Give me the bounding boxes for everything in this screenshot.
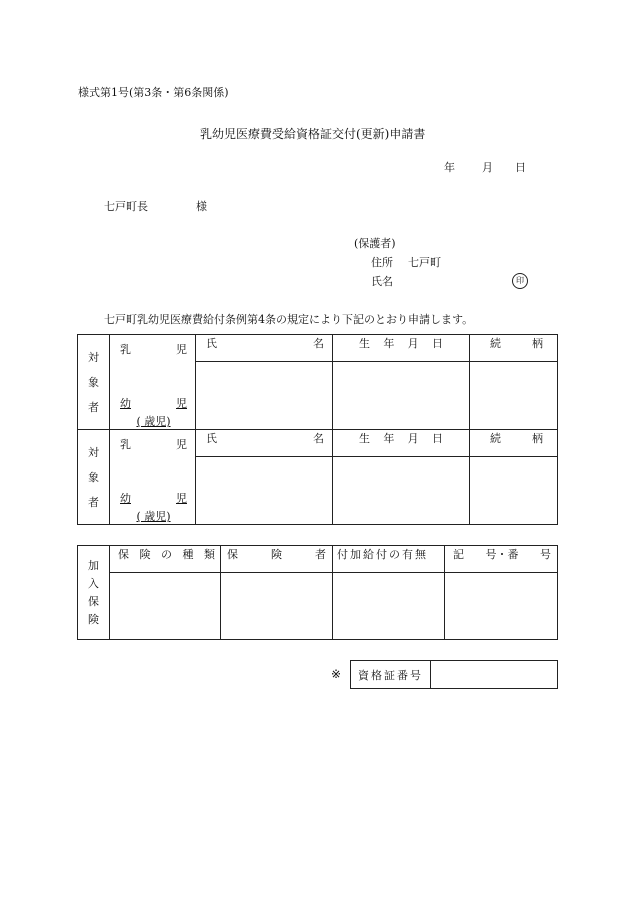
header-symbol-number: 記 号・番 号 (445, 546, 558, 573)
certificate-mark: ※ (331, 667, 342, 681)
header-relation-2: 続 柄 (470, 430, 558, 457)
date-year: 年 (444, 161, 455, 174)
document-title: 乳幼児医療費受給資格証交付(更新)申請書 (200, 127, 426, 141)
guardian-label: (保護者) (354, 237, 396, 250)
input-relation-2[interactable] (470, 457, 558, 525)
guardian-address-label: 住所 (371, 256, 393, 269)
form-number: 様式第1号(第3条・第6条関係) (78, 86, 229, 99)
date-month: 月 (482, 161, 493, 174)
guardian-name-label: 氏名 (371, 275, 393, 288)
addressee-honorific: 様 (196, 200, 207, 213)
certificate-number-label: 資格証番号 (351, 661, 431, 689)
seal-icon: 印 (512, 273, 528, 289)
header-birthdate-2: 生 年 月 日 (333, 430, 470, 457)
certificate-table (350, 660, 558, 689)
insurance-side-label: 加 入 保 険 (78, 546, 110, 640)
header-name-2: 氏 名 (196, 430, 333, 457)
child-kind-cell-1: 乳 児 幼 児 ( 歳児) (110, 335, 196, 430)
input-supplementary-benefit[interactable] (333, 573, 445, 640)
input-name-1[interactable] (196, 362, 333, 430)
certificate-number-input[interactable] (431, 661, 558, 689)
header-relation-1: 続 柄 (470, 335, 558, 362)
header-insurer: 保 険 者 (221, 546, 333, 573)
header-name-1: 氏 名 (196, 335, 333, 362)
header-insurance-type: 保 険 の 種 類 (110, 546, 221, 573)
input-symbol-number[interactable] (445, 573, 558, 640)
subject-side-label-1: 対 象 者 (78, 335, 110, 430)
addressee-name: 七戸町長 (104, 200, 148, 213)
input-relation-1[interactable] (470, 362, 558, 430)
guardian-address-value: 七戸町 (408, 256, 441, 269)
subject-side-label-2: 対 象 者 (78, 430, 110, 525)
subject-table (77, 334, 558, 525)
input-insurance-type[interactable] (110, 573, 221, 640)
child-age-label: ( 歳児) (136, 415, 171, 428)
input-insurer[interactable] (221, 573, 333, 640)
input-birthdate-1[interactable] (333, 362, 470, 430)
insurance-table (77, 545, 558, 640)
child-age-label: ( 歳児) (136, 510, 171, 523)
header-supplementary-benefit: 付加給付の有無 (333, 546, 445, 573)
statement: 七戸町乳幼児医療費給付条例第4条の規定により下記のとおり申請します。 (104, 313, 474, 326)
date-day: 日 (515, 161, 526, 174)
child-kind-cell-2: 乳 児 幼 児 ( 歳児) (110, 430, 196, 525)
header-birthdate-1: 生 年 月 日 (333, 335, 470, 362)
input-birthdate-2[interactable] (333, 457, 470, 525)
input-name-2[interactable] (196, 457, 333, 525)
